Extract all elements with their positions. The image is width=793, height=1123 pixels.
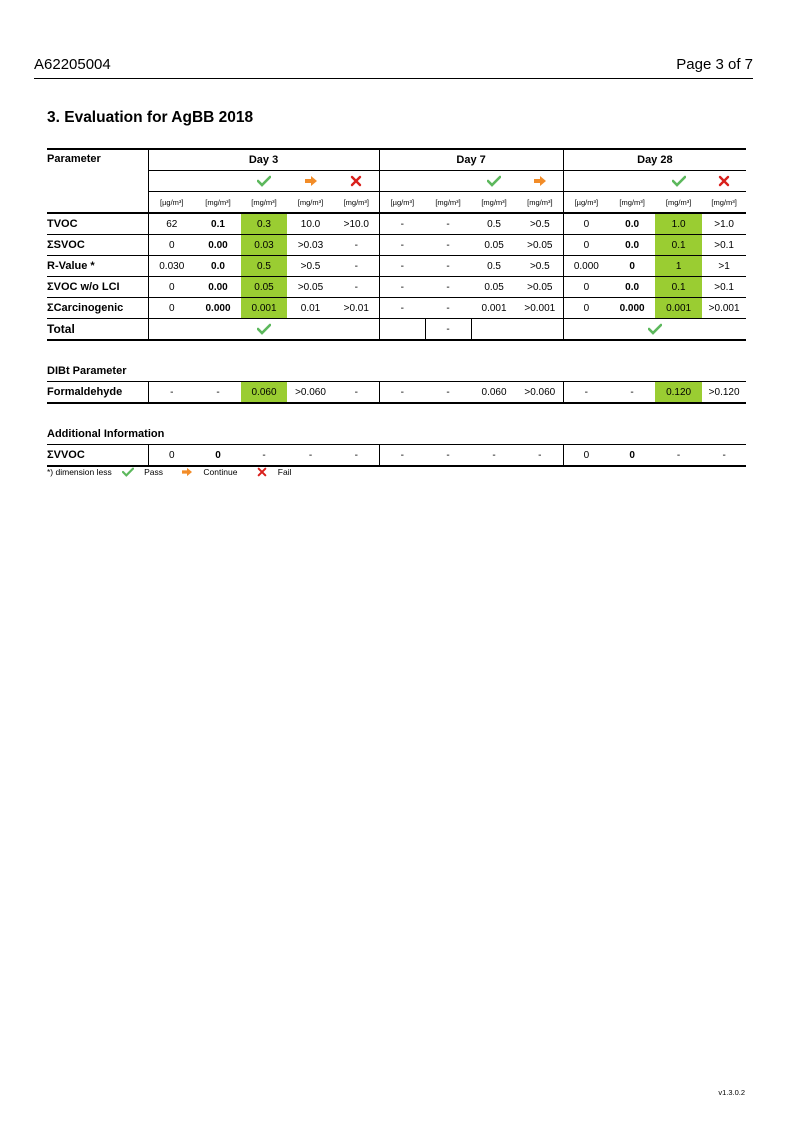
table-cell: 0.00 — [195, 277, 241, 298]
row-label: ΣVVOC — [47, 445, 148, 467]
check-icon — [672, 175, 686, 187]
table-cell: 0 — [148, 445, 195, 467]
table-cell: - — [334, 235, 379, 256]
table-cell: 62 — [148, 213, 195, 235]
table-cell: >0.060 — [517, 382, 563, 404]
table-cell: - — [379, 298, 425, 319]
table-cell: 1 — [655, 256, 702, 277]
table-cell: 0 — [609, 256, 655, 277]
table-cell: - — [379, 277, 425, 298]
data-rows — [47, 213, 746, 319]
day28-header: Day 28 — [563, 149, 746, 171]
table-cell: >0.5 — [287, 256, 334, 277]
table-cell: 0.00 — [195, 235, 241, 256]
table-cell: - — [379, 213, 425, 235]
table-cell: - — [609, 382, 655, 404]
table-cell: - — [425, 382, 471, 404]
table-cell: - — [563, 382, 609, 404]
units-row: [µg/m³] [mg/m³] [mg/m³] [mg/m³] [mg/m³] [µg/m³] [mg/m³] [mg/m³] [mg/m³] [µg/m³] [mg/m³] [mg/m³] [mg/m³] — [47, 192, 746, 214]
table-cell: 0 — [148, 235, 195, 256]
legend-continue: Continue — [203, 467, 238, 478]
table-cell: - — [425, 213, 471, 235]
total-day7-value: - — [425, 319, 471, 341]
additional-rows — [47, 445, 746, 467]
table-cell: >0.01 — [334, 298, 379, 319]
table-cell: - — [702, 445, 746, 467]
table-cell: - — [287, 445, 334, 467]
additional-header: Additional Information — [47, 424, 746, 445]
table-cell: 0.0 — [609, 235, 655, 256]
table-cell: 0 — [148, 298, 195, 319]
parameter-header: Parameter — [47, 149, 148, 213]
table-cell: 0.001 — [655, 298, 702, 319]
cross-icon — [717, 175, 731, 187]
table-cell: 0.1 — [655, 235, 702, 256]
table-cell: >0.120 — [702, 382, 746, 404]
table-cell: 0.0 — [609, 277, 655, 298]
arrow-right-icon — [304, 175, 318, 187]
dibt-rows — [47, 382, 746, 404]
table-cell: 0 — [609, 445, 655, 467]
table-cell: 0.060 — [241, 382, 287, 404]
table-cell: 0.1 — [195, 213, 241, 235]
table-cell: >0.1 — [702, 235, 746, 256]
table-row — [47, 382, 746, 404]
table-cell: - — [148, 382, 195, 404]
evaluation-table — [47, 148, 746, 467]
day-header-row — [47, 149, 746, 171]
row-label: R-Value * — [47, 256, 148, 277]
table-cell: 0.05 — [471, 277, 517, 298]
table-cell: 0.1 — [655, 277, 702, 298]
dibt-header: DIBt Parameter — [47, 361, 746, 382]
table-cell: 0.000 — [195, 298, 241, 319]
table-cell: 0.5 — [471, 213, 517, 235]
table-row — [47, 445, 746, 467]
table-cell: - — [334, 277, 379, 298]
table-cell: 0.0 — [609, 213, 655, 235]
check-icon — [257, 323, 271, 335]
table-cell: - — [334, 256, 379, 277]
table-row — [47, 235, 746, 256]
table-cell: 0.01 — [287, 298, 334, 319]
table-cell: - — [379, 256, 425, 277]
version-label: v1.3.0.2 — [718, 1088, 745, 1097]
table-cell: >0.5 — [517, 213, 563, 235]
row-label: ΣCarcinogenic — [47, 298, 148, 319]
table-cell: - — [334, 382, 379, 404]
table-cell: >0.05 — [517, 235, 563, 256]
check-icon — [648, 323, 662, 335]
table-cell: - — [517, 445, 563, 467]
icon-row — [47, 171, 746, 192]
row-label: ΣSVOC — [47, 235, 148, 256]
arrow-right-icon — [533, 175, 547, 187]
day7-header: Day 7 — [379, 149, 563, 171]
table-row — [47, 277, 746, 298]
table-cell: - — [334, 445, 379, 467]
table-cell: 0.000 — [609, 298, 655, 319]
table-cell: - — [379, 445, 425, 467]
table-cell: 0.0 — [195, 256, 241, 277]
table-cell: >10.0 — [334, 213, 379, 235]
table-cell: 0.5 — [241, 256, 287, 277]
table-cell: - — [241, 445, 287, 467]
table-cell: 0.060 — [471, 382, 517, 404]
table-cell: >0.001 — [517, 298, 563, 319]
table-cell: 1.0 — [655, 213, 702, 235]
table-cell: >1.0 — [702, 213, 746, 235]
table-cell: >0.001 — [702, 298, 746, 319]
section-title: 3. Evaluation for AgBB 2018 — [47, 109, 254, 126]
document-id: A62205004 — [34, 56, 111, 73]
row-label: TVOC — [47, 213, 148, 235]
table-cell: >1 — [702, 256, 746, 277]
table-cell: 0.5 — [471, 256, 517, 277]
table-cell: >0.05 — [287, 277, 334, 298]
table-cell: 0.030 — [148, 256, 195, 277]
row-label: ΣVOC w/o LCI — [47, 277, 148, 298]
check-icon — [487, 175, 501, 187]
total-label: Total — [47, 319, 148, 341]
table-cell: - — [425, 256, 471, 277]
table-cell: - — [379, 382, 425, 404]
table-cell: 0 — [148, 277, 195, 298]
dibt-header-row — [47, 361, 746, 382]
check-icon — [122, 467, 136, 479]
cross-icon — [349, 175, 363, 187]
row-label: Formaldehyde — [47, 382, 148, 404]
table-cell: >0.060 — [287, 382, 334, 404]
table-row — [47, 256, 746, 277]
table-cell: 0.03 — [241, 235, 287, 256]
table-cell: 0 — [563, 445, 609, 467]
table-row — [47, 213, 746, 235]
check-icon — [257, 175, 271, 187]
table-cell: 0.001 — [471, 298, 517, 319]
additional-header-row — [47, 424, 746, 445]
arrow-right-icon — [181, 467, 195, 479]
table-cell: >0.05 — [517, 277, 563, 298]
legend-pass: Pass — [144, 467, 164, 478]
table-cell: 0.05 — [241, 277, 287, 298]
table-cell: - — [195, 382, 241, 404]
page-header — [34, 56, 753, 79]
legend — [47, 467, 308, 479]
table-cell: 0 — [563, 298, 609, 319]
table-cell: 0.120 — [655, 382, 702, 404]
table-cell: >0.03 — [287, 235, 334, 256]
table-cell: 0 — [563, 213, 609, 235]
dimension-note: *) dimension less — [47, 467, 112, 478]
day3-header: Day 3 — [148, 149, 379, 171]
table-cell: 0 — [563, 277, 609, 298]
table-cell: 0 — [195, 445, 241, 467]
table-cell: 0.000 — [563, 256, 609, 277]
table-cell: 0.001 — [241, 298, 287, 319]
table-cell: - — [425, 445, 471, 467]
table-cell: >0.1 — [702, 277, 746, 298]
legend-fail: Fail — [277, 467, 292, 478]
table-cell: - — [379, 235, 425, 256]
page-number: Page 3 of 7 — [676, 56, 753, 73]
table-cell: - — [425, 235, 471, 256]
table-cell: - — [471, 445, 517, 467]
table-cell: 0.05 — [471, 235, 517, 256]
cross-icon — [256, 467, 270, 479]
table-cell: 0 — [563, 235, 609, 256]
table-cell: - — [425, 298, 471, 319]
table-cell: >0.5 — [517, 256, 563, 277]
total-row — [47, 319, 746, 341]
table-row — [47, 298, 746, 319]
table-cell: - — [425, 277, 471, 298]
table-cell: - — [655, 445, 702, 467]
table-cell: 0.3 — [241, 213, 287, 235]
table-cell: 10.0 — [287, 213, 334, 235]
